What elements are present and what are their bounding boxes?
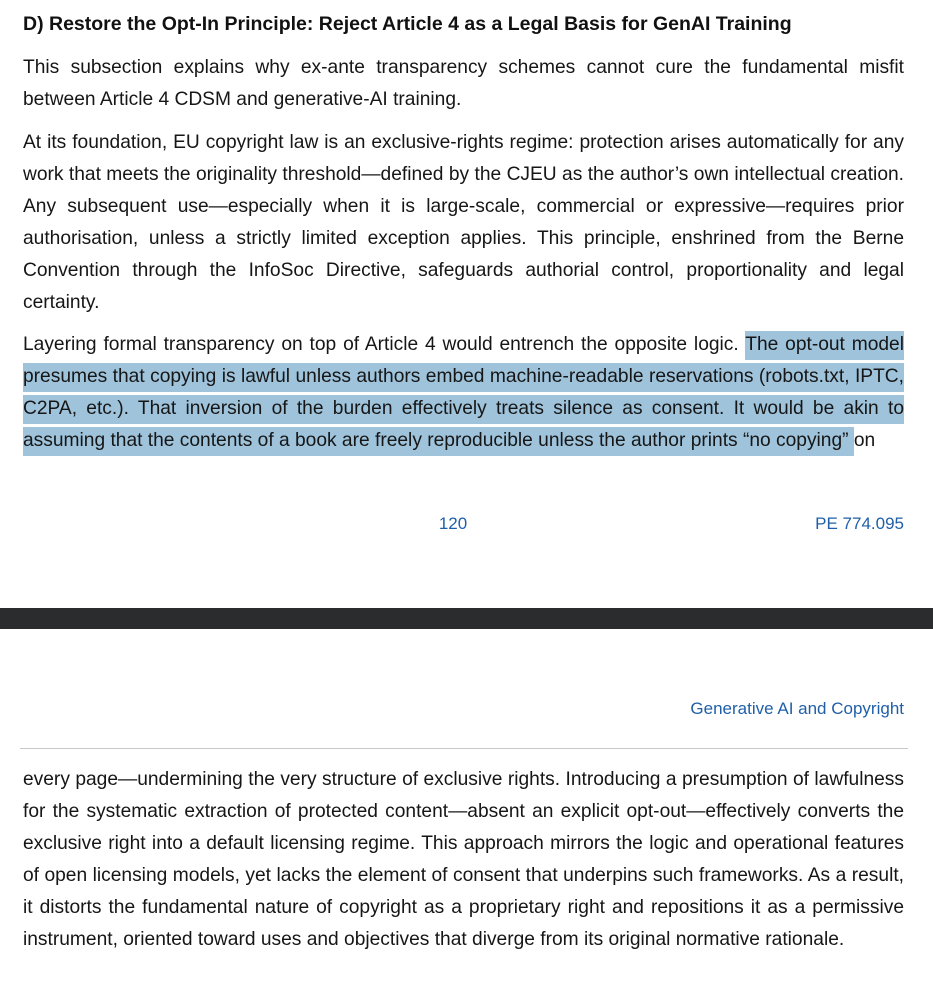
document-reference: PE 774.095: [815, 514, 904, 533]
page-break-separator: [0, 608, 933, 629]
paragraph-continuation: every page—undermining the very structure of exclusive rights. Introducing a presumption of lawfulness for the systematic extraction of protected content—absent an explicit opt-out—effectively converts the exclusive right into a default licensing regime. This approach mirrors the logic and operational features of open licensing models, yet lacks the element of consent that underpins such frameworks. As a result, it distorts the fundamental nature of copyright as a proprietary right and repositions it as a permissive instrument, oriented toward uses and objectives that diverge from its original normative rationale.: [23, 769, 904, 950]
header-divider: [20, 748, 908, 749]
running-header: Generative AI and Copyright: [690, 699, 904, 718]
page-number: 120: [438, 514, 468, 533]
text-selection-highlight[interactable]: The opt-out model presumes that copying is lawful unless authors embed machine-readable reservations (robots.txt, IPTC, C2PA, etc.). That inversion of the burden effectively treats silence as consent. It would be akin to assuming that the contents of a book are freely reproducible unless the author prints “no copying”: [23, 331, 904, 456]
paragraph-text-plain: Layering formal transparency on top of Article 4 would entrench the opposite logic.: [23, 334, 746, 355]
paragraph-intro: This subsection explains why ex-ante transparency schemes cannot cure the fundamental misfit between Article 4 CDSM and generative-AI training.: [23, 57, 904, 110]
paragraph-foundation: At its foundation, EU copyright law is an exclusive-rights regime: protection arises automatically for any work that meets the originality threshold—defined by the CJEU as the author’s own intellectual creation. Any subsequent use—especially when it is large-scale, commercial or expressive—requires prior authorisation, unless a strictly limited exception applies. This principle, enshrined from the Berne Convention through the InfoSoc Directive, safeguards authorial control, proportionality and legal certainty.: [23, 132, 904, 313]
paragraph-transparency: [23, 329, 904, 457]
section-heading: D) Restore the Opt-In Principle: Reject Article 4 as a Legal Basis for GenAI Training: [23, 13, 792, 35]
paragraph-text-plain-tail: on: [853, 430, 876, 451]
